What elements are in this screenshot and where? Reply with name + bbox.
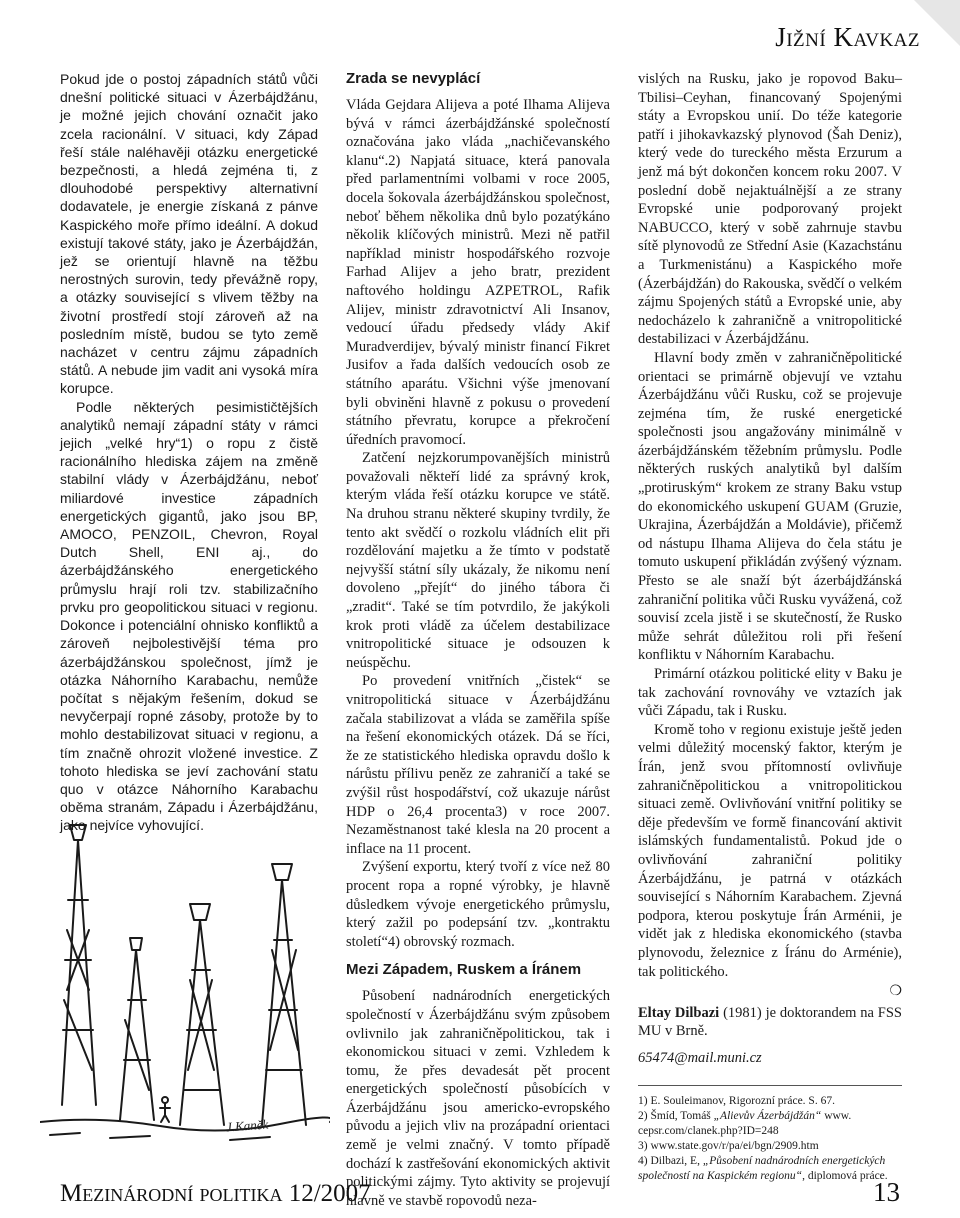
page-number: 13 [873,1177,900,1207]
paragraph: Vláda Gejdara Alijeva a poté Ilhama Alijeva bývá v rámci ázerbájdžánské společností označována jako vláda „nachičevanského klanu“.2) Napjatá situace, která panovala před parlamentními volbami v roce 2005, docela šokovala ázerbájdžánskou společnost, neboť během několika dnů bylo pozatýkáno několik klíčových ministrů. Mezi ně patřil například ministr hospodářského rozvoje Farhad Alijev a jeho bratr, prezident naftového holdingu AZPETROL, Rafik Alijev, ministr zdravotnictví Ali Insanov, vedoucí úřadu předsedy vlády Akif Muradverdijev, bývalý ministr financí Fikret Jusifov a řada dalších vedoucích osob ze státního aparátu. Všichni výše jmenovaní byli obviněni hlavně z pokusu o provedení státního převratu, korupce a překročení úředních pravomocí. [346,97,610,448]
subheading: Zrada se nevyplácí [346,70,481,87]
footnote: 1) E. Souleimanov, Rigorozní práce. S. 67. [638,1095,835,1108]
footnote-link[interactable]: www. cepsr.com/clanek.php?ID=248 [638,1110,852,1138]
article-column-2 [346,70,610,1210]
footnote-text: , diplomová práce. [802,1170,888,1183]
author-name: Eltay Dilbazi [638,1004,720,1021]
oil-derricks-illustration [40,800,330,1160]
article-column-3 [638,70,902,1184]
paragraph: Po provedení vnitřních „čistek“ se vnitropolitická situace v Ázerbájdžánu začala stabilizovat a vláda se zaměřila spíše na řešení ekonomických otázek. Dá se říci, že ze statistického hlediska opravdu došlo k nárůstu přílivu peněz ze zahraničí a také se zvýšil růst hospodářství, což ukazuje nárůst HDP o 26,4 procenta3) v roce 2007. Nezaměstnanost také klesla na 20 procent a inflace na 11 procent. [346,673,610,857]
footnote-text: 4) Dilbazi, E, [638,1155,703,1168]
section-title: Jižní Kavkaz [775,22,920,52]
author-email[interactable]: 65474@mail.muni.cz [638,1049,762,1066]
author-info: (1981) je doktorandem na FSS MU v Brně. [638,1004,902,1040]
illustration-signature: J.Kaněk [225,1116,269,1135]
paragraph: Hlavní body změn v zahraničněpolitické orientaci se primárně objevují ve vztahu Ázerbájdžánu vůči Rusku, což se projevuje zejména tím, že ruské energetické společnosti jsou angažovány minimálně v ázerbájdžánském těžebním průmyslu. Podle některých ruských analytiků byl dalším „protiruským“ krokem ze strany Baku vstup do ekonomického uskupení GUAM (Gruzie, Ukrajina, Ázerbájdžán a Moldávie), přičemž od nástupu Ilhama Alijeva do čela státu je tomuto uskupení přikládán zvýšený význam. Přesto se ale snaží být ázerbájdžánská zahraniční politika vůči Rusku vyvážená, což souvisí zcela jistě i se skutečností, že Rusko může sehrát důležitou roli při řešení konfliktu v Náhorním Karabachu. [638,349,902,664]
subheading: Mezi Západem, Ruskem a Íránem [346,961,582,979]
footnote-title: „Působení nadnárodních energetických společností na Kaspickém regionu“ [638,1155,886,1183]
footnote[interactable]: 3) www.state.gov/r/pa/ei/bgn/2909.htm [638,1140,819,1153]
paragraph: Zvýšení exportu, který tvoří z více než 80 procent ropa a ropné výrobky, je hlavně důsledkem vývoje energetického průmyslu, který zažil po podepsání tzv. „kontraktu století“4) obrovský rozmach. [346,859,610,950]
paragraph: Primární otázkou politické elity v Baku je tak zachování rovnováhy ve vztazích jak vůči Západu, tak i Rusku. [638,666,902,720]
paragraph: Kromě toho v regionu existuje ještě jeden velmi důležitý mocenský faktor, kterým je Írán, jenž svou přítomností ovlivňuje zahraničněpolitickou a vnitropolitickou situaci země. Ovlivňování vnitřní politiky se děje především ve formě financování aktivit islámských fundamentalistů. Pokud jde o ovlivňování zahraniční politiky Ázerbájdžánu, je patrná v otázkách související s Náhorním Karabachem. Zjevná podpora, kterou poskytuje Írán Arménii, je vidět jak z hlediska ekonomického (stavba plynovodu, železnice z Íránu do Arménie), tak politického. [638,721,902,980]
page-corner-fold [914,0,960,46]
end-of-article-mark: ❍ [889,984,902,1000]
footnote [638,1154,902,1184]
footnote-text: 2) Šmíd, Tomáš [638,1110,714,1123]
paragraph: Podle některých pesimističtějších analytiků nemají západní státy v rámci jejich „velké hry“1) o ropu z čistě racionálního hlediska zájem na změně stabilní vlády v Ázerbájdžánu, neboť miliardové investice západních energetických gigantů, jako jsou BP, AMOCO, PENZOIL, Chevron, Royal Dutch Shell, ENI aj., do ázerbájdžánského energetického průmyslu hrají roli tzv. stabilizačního prvku pro geopolitickou situaci v regionu. Dokonce i potenciální ohnisko konfliktů a zároveň nejbolestivější téma pro ázerbájdžánskou společnost, jímž je otázka Náhorního Karabachu, nemůže počítat s nějakým řešením, dokud se nevyčerpají ropné zásoby, protože by to mohlo destabilizovat situaci v regionu, a tím značně ohrozit vložené investice. Z tohoto hlediska se jeví zachování statu quo v otázce Náhorního Karabachu oběma stranám, Západu i Ázerbájdžánu, jako nejvíce vyhovující. [60,398,318,834]
author-bio [638,1004,902,1041]
footnotes [638,1085,902,1184]
article-column-1 [60,70,318,835]
footnote [638,1109,902,1139]
paragraph: Působení nadnárodních energetických společností v Ázerbájdžánu svým způsobem ovlivnilo jak zahraničněpolitickou, tak i ekonomickou situaci v zemi. Vzhledem k tomu, že přes devadesát pět procent energetických společností působících v Ázerbájdžánu jsou americko-evropského původu a jejich vliv na prozápadní orientaci země je velmi značný. V tomto případě dochází k zastřešování ekonomických aktivit politickými zájmy. Tyto aktivity se projevují hlavně ve stavbě ropovodů neza- [346,988,610,1209]
paragraph: Zatčení nejzkorumpovanějších ministrů považovali někteří lidé za správný krok, kterým vláda řeší otázku korupce ve státě. Na druhou stranu některé skupiny tvrdily, že tento akt svědčí o rozkolu vládních elit při rozdělování majetku a že tímto v podstatě nejvyšší státní síly ukázaly, že nikomu není dovoleno „přejít“ do jiného tábora či „zradit“. Také se tím potvrdilo, že jakýkoli krok proti vládě za účelem destabilizace vnitropolitické situace je odsouzen k neúspěchu. [346,450,610,671]
paragraph: Pokud jde o postoj západních států vůči dnešní politické situaci v Ázerbájdžánu, je možné jejich chování označit jako zcela racionální. V situaci, kdy Západ řeší stále naléhavěji otázku energetické bezpečnosti, a hledá zejména ti, z dlouhodobé perspektivy alternativní dodavatele, je energie získaná z pánve Kaspického moře přímo ideální. A dokud existují takové státy, jako je Ázerbájdžán, jež se orientují hlavně na těžbu nerostných surovin, tedy převážně ropy, a otázky související s vlivem těžby na životní prostředí stojí zároveň až na posledním místě, budou se tyto země nacházet v centru zájmu západních států. A nebude jim vadit ani vysoká míra korupce. [60,71,318,397]
footnote-title: „Alievův Ázerbájdžán“ [713,1110,822,1123]
publication-footer: Mezinárodní politika 12/2007 [60,1180,371,1207]
paragraph: vislých na Rusku, jako je ropovod Baku–Tbilisi–Ceyhan, financovaný Spojenými státy a Evropskou unií. Do téže kategorie patří i jihokavkazský plynovod (Šah Deniz), který vede do tureckého města Erzurum a jenž má být dokončen koncem roku 2007. V poslední době nejaktuálnější a ze strany Evropské unie podporovaný projekt NABUCCO, který v sobě zahrnuje stavbu sítě plynovodů ze Střední Asie (Kazachstánu a Turkmenistánu) a Kaspického moře (Ázerbájdžán) do Rakouska, svědčí o velkém zájmu Spojených států a Evropské unie, aby nedocházelo k zahraničně a vnitropolitické destabilizaci v Ázerbájdžánu. [638,71,902,348]
